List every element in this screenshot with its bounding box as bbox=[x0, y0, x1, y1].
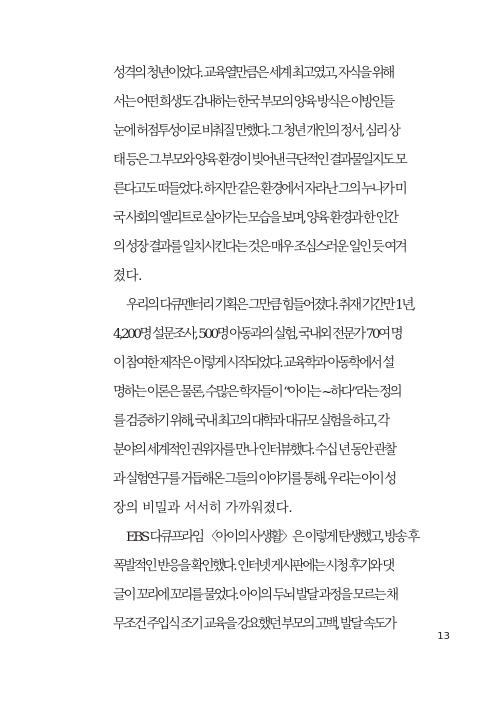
text-line: 를 검증하기 위해, 국내 최고의 대학과 대규모 실험을 하고, 각 bbox=[113, 414, 389, 429]
text-line: 국 사회의 엘리트로 살아가는 모습을 보며, 양육 환경과 한 인간 bbox=[113, 211, 397, 226]
text-line: 눈에 허점투성이로 비춰질 만했다. 그 청년 개인의 정서, 심리 상 bbox=[113, 124, 399, 139]
text-line: EBS 다큐프라임 〈아이의 사생활〉은 이렇게 탄생했고, 방송 후 bbox=[126, 530, 418, 545]
text-line: 폭발적인 반응을 확인했다. 인터넷 게시판에는 시청 후기와 댓 bbox=[113, 559, 393, 574]
text-line: 과 실험연구를 거듭해온 그들의 이야기를 통해, 우리는 아이 성 bbox=[113, 472, 395, 487]
text-line: 4,200명 설문조사, 500명 아동과의 실험, 국내외 전문가 70여 명 bbox=[113, 327, 402, 342]
text-line: 이 참여한 제작은 이렇게 시작되었다. 교육학과 아동학에서 설 bbox=[113, 356, 393, 371]
text-line: 분야의 세계적인 권위자를 만나 인터뷰했다. 수십 년 동안 관찰 bbox=[113, 443, 395, 458]
text-line: 명하는 이론은 물론, 수많은 학자들이 “아이는 ~하다”라는 정의 bbox=[113, 385, 401, 400]
text-line: 무조건 주입식 조기 교육을 강요했던 부모의 고백, 발달 속도가 bbox=[113, 617, 395, 632]
text-line: 글이 꼬리에 꼬리를 물었다. 아이의 두뇌 발달 과정을 모르는 채 bbox=[113, 588, 397, 603]
text-line: 우리의 다큐멘터리 기획은 그만큼 힘들어졌다. 취재 기간만 1년, bbox=[126, 298, 414, 313]
text-line: 른다고도 떠들었다. 하지만 같은 환경에서 자라난 그의 누나가 미 bbox=[113, 182, 406, 197]
text-line: 성격의 청년이었다. 교육열만큼은 세계 최고였고, 자식을 위해 bbox=[113, 66, 393, 81]
text-line: 태 등은 그 부모와 양육 환경이 빚어낸 극단적인 결과물일지도 모 bbox=[113, 153, 406, 168]
text-line: 졌다. bbox=[113, 269, 143, 284]
text-line: 서는 어떤 희생도 감내하는 한국 부모의 양육 방식은 이방인들 bbox=[113, 95, 393, 110]
text-line: 장의 비밀과 서서히 가까워졌다. bbox=[113, 501, 293, 516]
page-number: 13 bbox=[437, 631, 450, 642]
text-line: 의 성장 결과를 일치시킨다는 것은 매우 조심스러운 일인 듯 여겨 bbox=[113, 240, 406, 255]
